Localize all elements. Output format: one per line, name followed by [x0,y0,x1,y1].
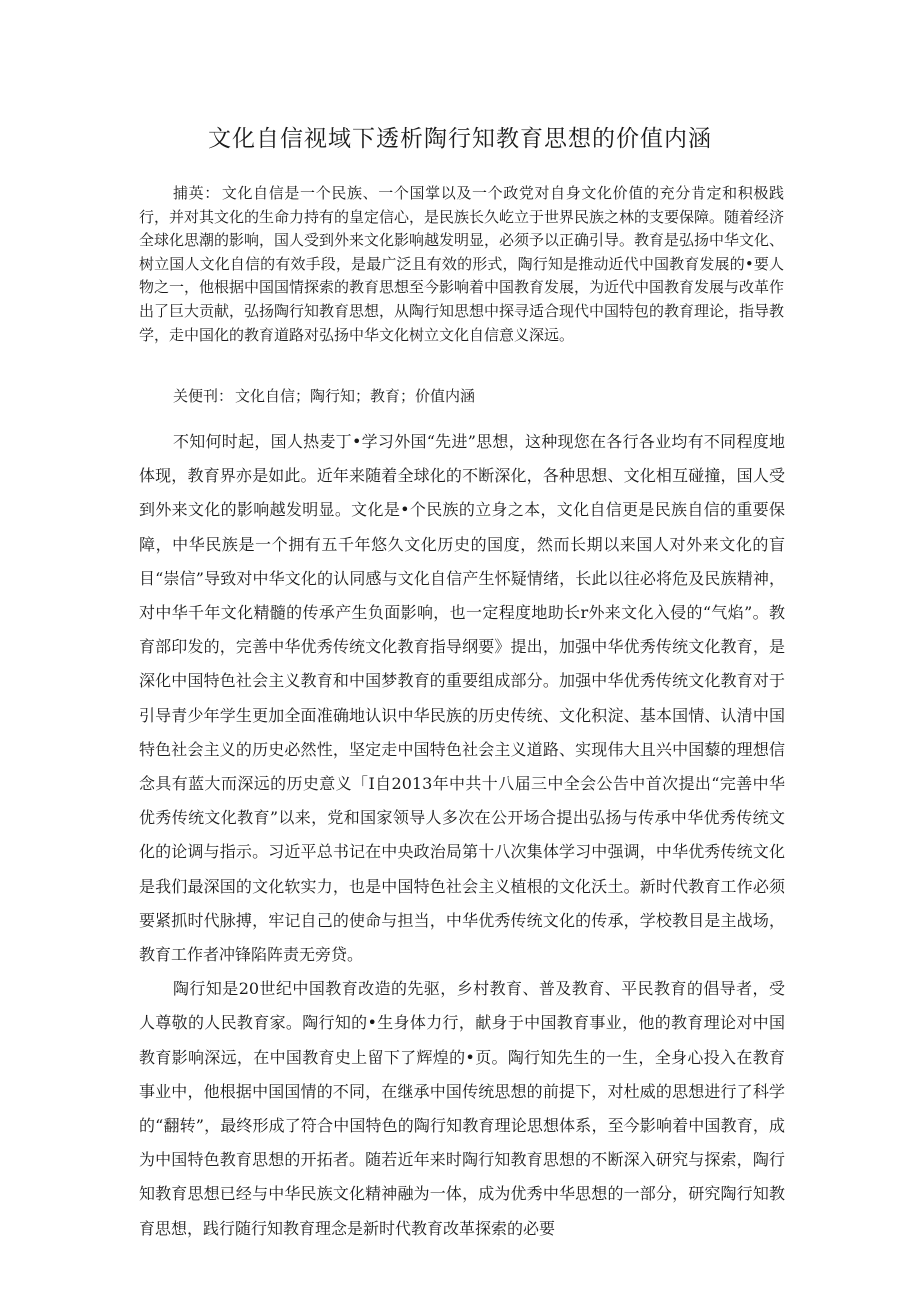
document-title: 文化自信视域下透析陶行知教育思想的价值内涵 [208,126,712,152]
abstract-text: 文化自信是一个民族、一个国掌以及一个政党对自身文化价值的充分肯定和积极践行，并对其文化的生命力持有的皇定信心，是民族长久屹立于世界民族之林的支要保障。随着经济全球化思潮的影响，国人受到外来文化影响越发明显，必须予以正确引导。教育是弘扬中华文化、树立国人文化自信的有效手段，是最广泛且有效的形式，陶行知是推动近代中国教育发展的•要人物之一，他根据中国国情探索的教育思想至今影响着中国教育发展，为近代中国教育发展与改革作出了巨大贡献，弘扬陶行知教育思想，从陶行知思想中探寻适合现代中国特包的教育理论，指导教学，走中国化的教育道路对弘扬中华文化树立文化自信意义深远。 [139,184,785,344]
keywords-label: 关便刊： [173,387,234,405]
keywords [139,384,784,408]
abstract-label: 捕英： [173,184,220,202]
abstract [139,182,784,347]
body-text [139,425,785,1246]
body-paragraph: 不知何时起，国人热麦丁•学习外国“先进”思想，这种现您在各行各业均有不同程度地体现，教育界亦是如此。近年来随着全球化的不断深化，各种思想、文化相互碰撞，国人受到外来文化的影响越发明显。文化是•个民族的立身之本，文化自信更是民族自信的重要保障，中华民族是一个拥有五千年悠久文化历史的国度，然而长期以来国人对外来文化的盲目“崇信”导致对中华文化的认同感与文化自信产生怀疑情绪，长此以往必将危及民族精神，对中华千年文化精髓的传承产生负面影响，也一定程度地助长r外来文化入侵的“气焰”。教育部印发的，完善中华优秀传统文化教育指导纲要》提出，加强中华优秀传统文化教育，是深化中国特色社会主义教育和中国梦教育的重要组成部分。加强中华优秀传统文化教育对于引导青少年学生更加全面准确地认识中华民族的历史传统、文化积淀、基本国情、认清中国特色社会主义的历史必然性，坚定走中国特色社会主义道路、实现伟大且兴中国藜的理想信念具有蓝大而深远的历史意义「I自2013年中共十八届三中全会公告中首次提出“完善中华优秀传统文化教育”以来，党和国家领导人多次在公开场合提出弘扬与传承中华优秀传统文化的论调与指示。习近平总书记在中央政治局第十八次集体学习中强调，中华优秀传统文化是我们最深国的文化软实力，也是中国特色社会主义植根的文化沃土。新时代教育工作必须要紧抓时代脉搏，牢记自己的使命与担当，中华优秀传统文化的传承，学校教目是主战场，教育工作者冲锋陷阵责无旁贷。 [139,432,785,965]
keywords-text: 文化自信；陶行知；教育；价值内涵 [235,387,476,405]
body-paragraph: 陶行知是20世纪中国教育改造的先驱，乡村教育、普及教育、平民教育的倡导者，受人尊敬的人民教育家。陶行知的•生身体力行，献身于中国教育事业，他的教育理论对中国教育影响深远，在中国教育史上留下了辉煌的•页。陶行知先生的一生，全身心投入在教育事业中，他根据中国国情的不同，在继承中国传统思想的前提下，对杜威的思想进行了科学的“翻转”，最终形成了符合中国特色的陶行知教育理论思想体系，至今影响着中国教育，成为中国特色教育思想的开拓者。随若近年来时陶行知教育思想的不断深入研究与探索，陶行知教育思想已经与中华民族文化精神融为一体，成为优秀中华思想的一部分，研究陶行知教育思想，践行随行知教育理念是新时代教育改革探索的必要 [139,979,785,1238]
